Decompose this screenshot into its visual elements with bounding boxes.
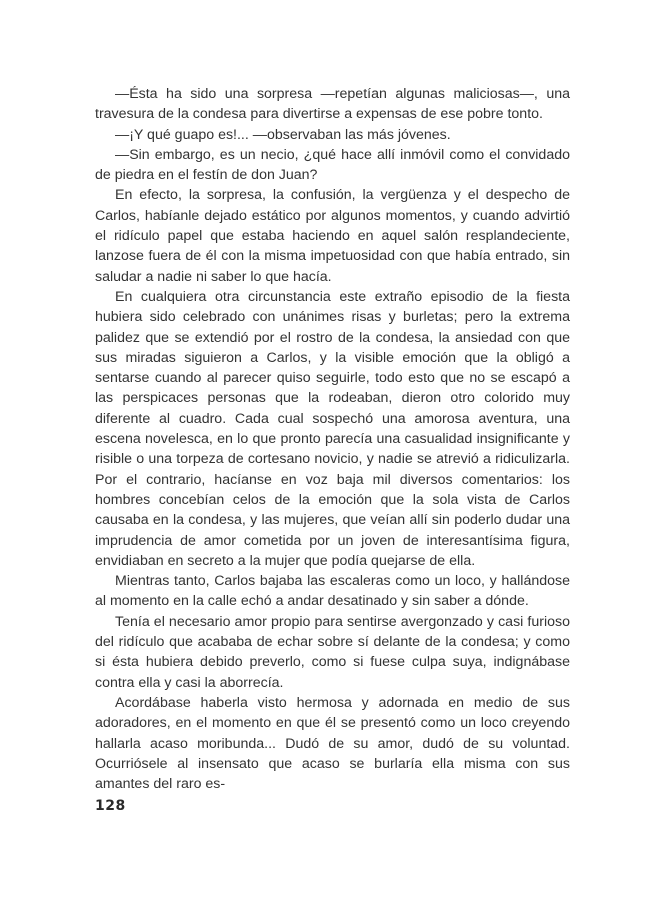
body-text [95, 84, 570, 794]
paragraph: Acordábase haberla visto hermosa y adornada en medio de sus adoradores, en el momento en que él se presentó como un loco creyendo hallarla acaso moribunda... Dudó de su amor, dudó de su voluntad. Ocurriósele al insensato que acaso se burlaría ella misma con sus amantes del raro es- [95, 694, 570, 793]
paragraph: En efecto, la sorpresa, la confusión, la vergüenza y el despecho de Carlos, habíanle dejado estático por algunos momentos, y cuando advirtió el ridículo papel que estaba haciendo en aquel salón resplandeciente, lanzose fuera de él con la misma impetuosidad con que había entrado, sin saludar a nadie ni saber lo que hacía. [95, 187, 570, 285]
paragraph: —Ésta ha sido una sorpresa —repetían algunas maliciosas—, una travesura de la condesa para divertirse a expensas de ese pobre tonto. [95, 86, 570, 123]
paragraph: Mientras tanto, Carlos bajaba las escaleras como un loco, y hallándose al momento en la calle echó a andar desatinado y sin saber a dónde. [95, 573, 570, 610]
paragraph: —¡Y qué guapo es!... —observaban las más jóvenes. [115, 126, 451, 143]
page-number: 128 [95, 798, 126, 814]
paragraph: Tenía el necesario amor propio para sentirse avergonzado y casi furioso del ridículo que acababa de echar sobre sí delante de la condesa; y como si ésta hubiera debido preverlo, como si fuese culpa suya, indignábase contra ella y casi la aborrecía. [95, 613, 570, 691]
paragraph: En cualquiera otra circunstancia este extraño episodio de la fiesta hubiera sido celebrado con unánimes risas y burletas; pero la extrema palidez que se extendió por el rostro de la condesa, la ansiedad con que sus miradas siguieron a Carlos, y la visible emoción que la obligó a sentarse cuando al parecer quiso seguirle, todo esto que no se escapó a las perspicaces personas que la rodeaban, dieron otro colorido muy diferente al cuadro. Cada cual sospechó una amorosa aventura, una escena novelesca, en lo que pronto parecía una casualidad insignificante y risible o una torpeza de cortesano novicio, y nadie se atrevió a ridiculizarla. Por el contrario, hacíanse en voz baja mil diversos comentarios: los hombres concebían celos de la emoción que la sola vista de Carlos causaba en la condesa, y las mujeres, que veían allí sin poderlo dudar una imprudencia de amor cometida por un joven de interesantísima figura, envidiaban en secreto a la mujer que podía quejarse de ella. [95, 288, 570, 569]
paragraph: —Sin embargo, es un necio, ¿qué hace allí inmóvil como el convidado de piedra en el festín de don Juan? [95, 146, 570, 184]
